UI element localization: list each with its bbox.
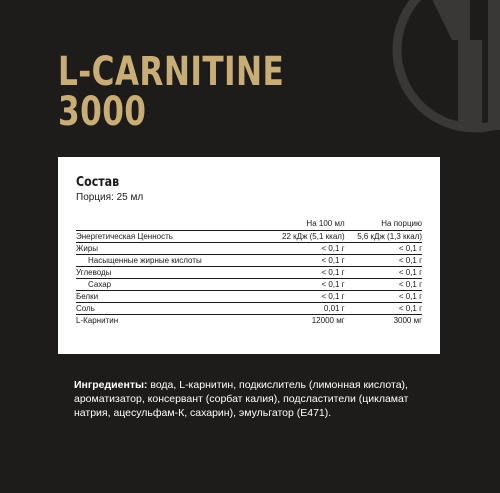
- nutrient-name: Белки: [76, 291, 244, 303]
- ingredients-label: Ингредиенты:: [74, 379, 148, 391]
- table-row: [76, 231, 422, 243]
- nutrient-per100: < 0,1 г: [244, 279, 344, 291]
- nutrient-per-serving: < 0,1 г: [345, 243, 422, 255]
- nutrient-per-serving: 3000 мг: [393, 316, 422, 325]
- nutrition-card: [58, 157, 440, 354]
- nutrient-name: Жиры: [76, 243, 244, 255]
- nutrition-table: [76, 216, 422, 326]
- table-row: [76, 255, 422, 267]
- nutrient-per-serving: < 0,1 г: [345, 267, 422, 279]
- table-row: [76, 315, 422, 327]
- nutrient-per-serving: < 0,1 г: [345, 279, 422, 291]
- nutrient-name: Соль: [76, 303, 244, 315]
- nutrient-per100: 22 кДж (5,1 ккал): [244, 231, 344, 243]
- column-header-per100: На 100 мл: [244, 216, 344, 231]
- product-title: [58, 49, 285, 135]
- nutrient-per-serving: < 0,1 г: [345, 303, 422, 315]
- nutrient-name: Сахар: [76, 279, 244, 291]
- portion-size: Порция: 25 мл: [76, 192, 144, 203]
- table-row: [76, 291, 422, 303]
- nutrient-per100: < 0,1 г: [244, 243, 344, 255]
- ingredients-text: вода, L-карнитин, подкислитель (лимонная кислота), ароматизатор, консервант (сорбат калия), подсластители (цикламат натрия, ацесульфам-К, сахарин), эмульгатор (E471).: [74, 379, 409, 419]
- ingredients-block: [74, 378, 434, 420]
- table-header-row: [76, 216, 422, 231]
- brand-logo-mark: [370, 0, 500, 140]
- column-header-name: [76, 216, 244, 231]
- column-header-per-serving: На порцию: [345, 216, 422, 231]
- nutrient-name: Насыщенные жирные кислоты: [76, 255, 244, 267]
- nutrient-per-serving: 5,6 кДж (1,3 ккал): [345, 231, 422, 243]
- table-row: [76, 303, 422, 315]
- nutrient-name: Энергетическая Ценность: [76, 231, 244, 243]
- nutrient-name: L-Карнитин: [76, 316, 119, 325]
- nutrient-per100: < 0,1 г: [244, 267, 344, 279]
- table-row: [76, 267, 422, 279]
- nutrient-name: Углеводы: [76, 267, 244, 279]
- nutrient-per-serving: < 0,1 г: [345, 291, 422, 303]
- composition-heading: Состав: [76, 175, 120, 190]
- product-title-line2: 3000: [58, 89, 147, 135]
- nutrient-per100: 0,01 г: [244, 303, 344, 315]
- nutrient-per-serving: < 0,1 г: [345, 255, 422, 267]
- nutrient-per100: < 0,1 г: [244, 255, 344, 267]
- nutrient-per100: < 0,1 г: [244, 291, 344, 303]
- nutrient-per100: 12000 мг: [311, 316, 345, 325]
- table-row: [76, 279, 422, 291]
- product-title-line1: L-CARNITINE: [58, 49, 285, 95]
- table-row: [76, 243, 422, 255]
